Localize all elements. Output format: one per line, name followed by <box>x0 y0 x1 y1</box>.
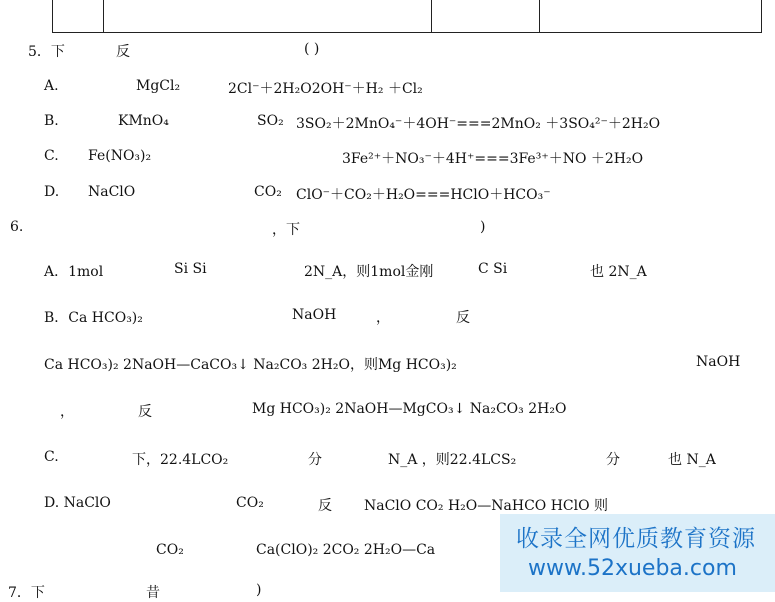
q5-option-a-reagent: MgCl₂ <box>136 78 181 94</box>
q6-c-t3: N_A ，则22.4LCS₂ <box>388 452 517 468</box>
table-divider <box>539 0 540 32</box>
q6-b-t3: 反 <box>456 310 470 326</box>
q6-c-t1: 下，22.4LCO₂ <box>132 452 229 468</box>
q6-b-line3-c: Mg HCO₃)₂ 2NaOH—MgCO₃↓ Na₂CO₃ 2H₂O <box>252 401 567 417</box>
q5-option-a-equation: 2Cl⁻＋2H₂O2OH⁻＋H₂ ＋Cl₂ <box>228 81 423 97</box>
answer-table-row <box>52 0 762 33</box>
q6-b-line3-b: 反 <box>138 404 152 420</box>
watermark-url[interactable]: www.52xueba.com <box>528 556 737 581</box>
q6-mid: ，下 <box>272 222 300 238</box>
q5-option-c-label: C. <box>44 148 59 164</box>
q6-c-label: C. <box>44 449 59 465</box>
q6-b-line2-right: NaOH <box>696 354 741 370</box>
site-watermark <box>500 514 775 592</box>
q6-b-t2: ， <box>376 310 390 326</box>
q6-a-t3: C Si <box>478 261 508 277</box>
q6-paren: ) <box>480 219 486 235</box>
q6-d-t2: 反 <box>318 498 332 514</box>
q6-b-line2: Ca HCO₃)₂ 2NaOH—CaCO₃↓ Na₂CO₃ 2H₂O，则Mg HCO₃)₂ <box>44 357 457 373</box>
table-divider <box>103 0 104 32</box>
q6-c-t4: 分 <box>606 452 620 468</box>
q6-b-t1: NaOH <box>292 307 337 323</box>
q6-b-label: B．Ca HCO₃)₂ <box>44 310 143 326</box>
q6-a-t4: 也 2N_A <box>590 264 647 280</box>
q6-d-t3: NaClO CO₂ H₂O—NaHCO HClO 则 <box>364 498 609 514</box>
q5-option-b-mid: SO₂ <box>257 113 284 129</box>
q6-d-label: D. NaClO <box>44 495 111 511</box>
q6-c-t2: 分 <box>308 452 322 468</box>
q7-t1: 昔 <box>146 585 160 601</box>
q5-option-d-reagent: NaClO <box>88 184 136 200</box>
q6-b-line3-a: ， <box>60 404 74 420</box>
q5-option-c-equation: 3Fe²⁺＋NO₃⁻＋4H⁺===3Fe³⁺＋NO ＋2H₂O <box>342 151 644 167</box>
q5-option-d-equation: ClO⁻＋CO₂＋H₂O===HClO＋HCO₃⁻ <box>296 187 551 203</box>
q6-d-line2-b: Ca(ClO)₂ 2CO₂ 2H₂O—Ca <box>256 542 436 558</box>
table-divider <box>431 0 432 32</box>
q5-option-d-mid: CO₂ <box>254 184 282 200</box>
q5-paren: ( ) <box>304 41 320 57</box>
q6-a-t2: 2N_A，则1mol金刚 <box>304 264 434 280</box>
q6-a-t1: Si Si <box>174 261 207 277</box>
q6-number: 6. <box>10 219 24 235</box>
q5-option-b-label: B. <box>44 113 59 129</box>
q6-d-t1: CO₂ <box>236 495 264 511</box>
q6-a-label: A．1mol <box>44 264 104 280</box>
watermark-slogan: 收录全网优质教育资源 <box>516 526 756 552</box>
q7-t2: ) <box>256 582 262 598</box>
q5-option-b-reagent: KMnO₄ <box>118 113 169 129</box>
q5-option-d-label: D. <box>44 184 60 200</box>
q5-option-a-label: A. <box>44 78 59 94</box>
q5-word: 反 <box>116 44 130 60</box>
q5-number: 5．下 <box>28 44 65 60</box>
q5-option-b-equation: 3SO₂＋2MnO₄⁻＋4OH⁻===2MnO₂ ＋3SO₄²⁻＋2H₂O <box>296 116 661 132</box>
q5-option-c-reagent: Fe(NO₃)₂ <box>88 148 152 164</box>
q7-number: 7．下 <box>8 585 45 601</box>
q6-c-t5: 也 N_A <box>668 452 716 468</box>
q6-d-line2-a: CO₂ <box>156 542 184 558</box>
